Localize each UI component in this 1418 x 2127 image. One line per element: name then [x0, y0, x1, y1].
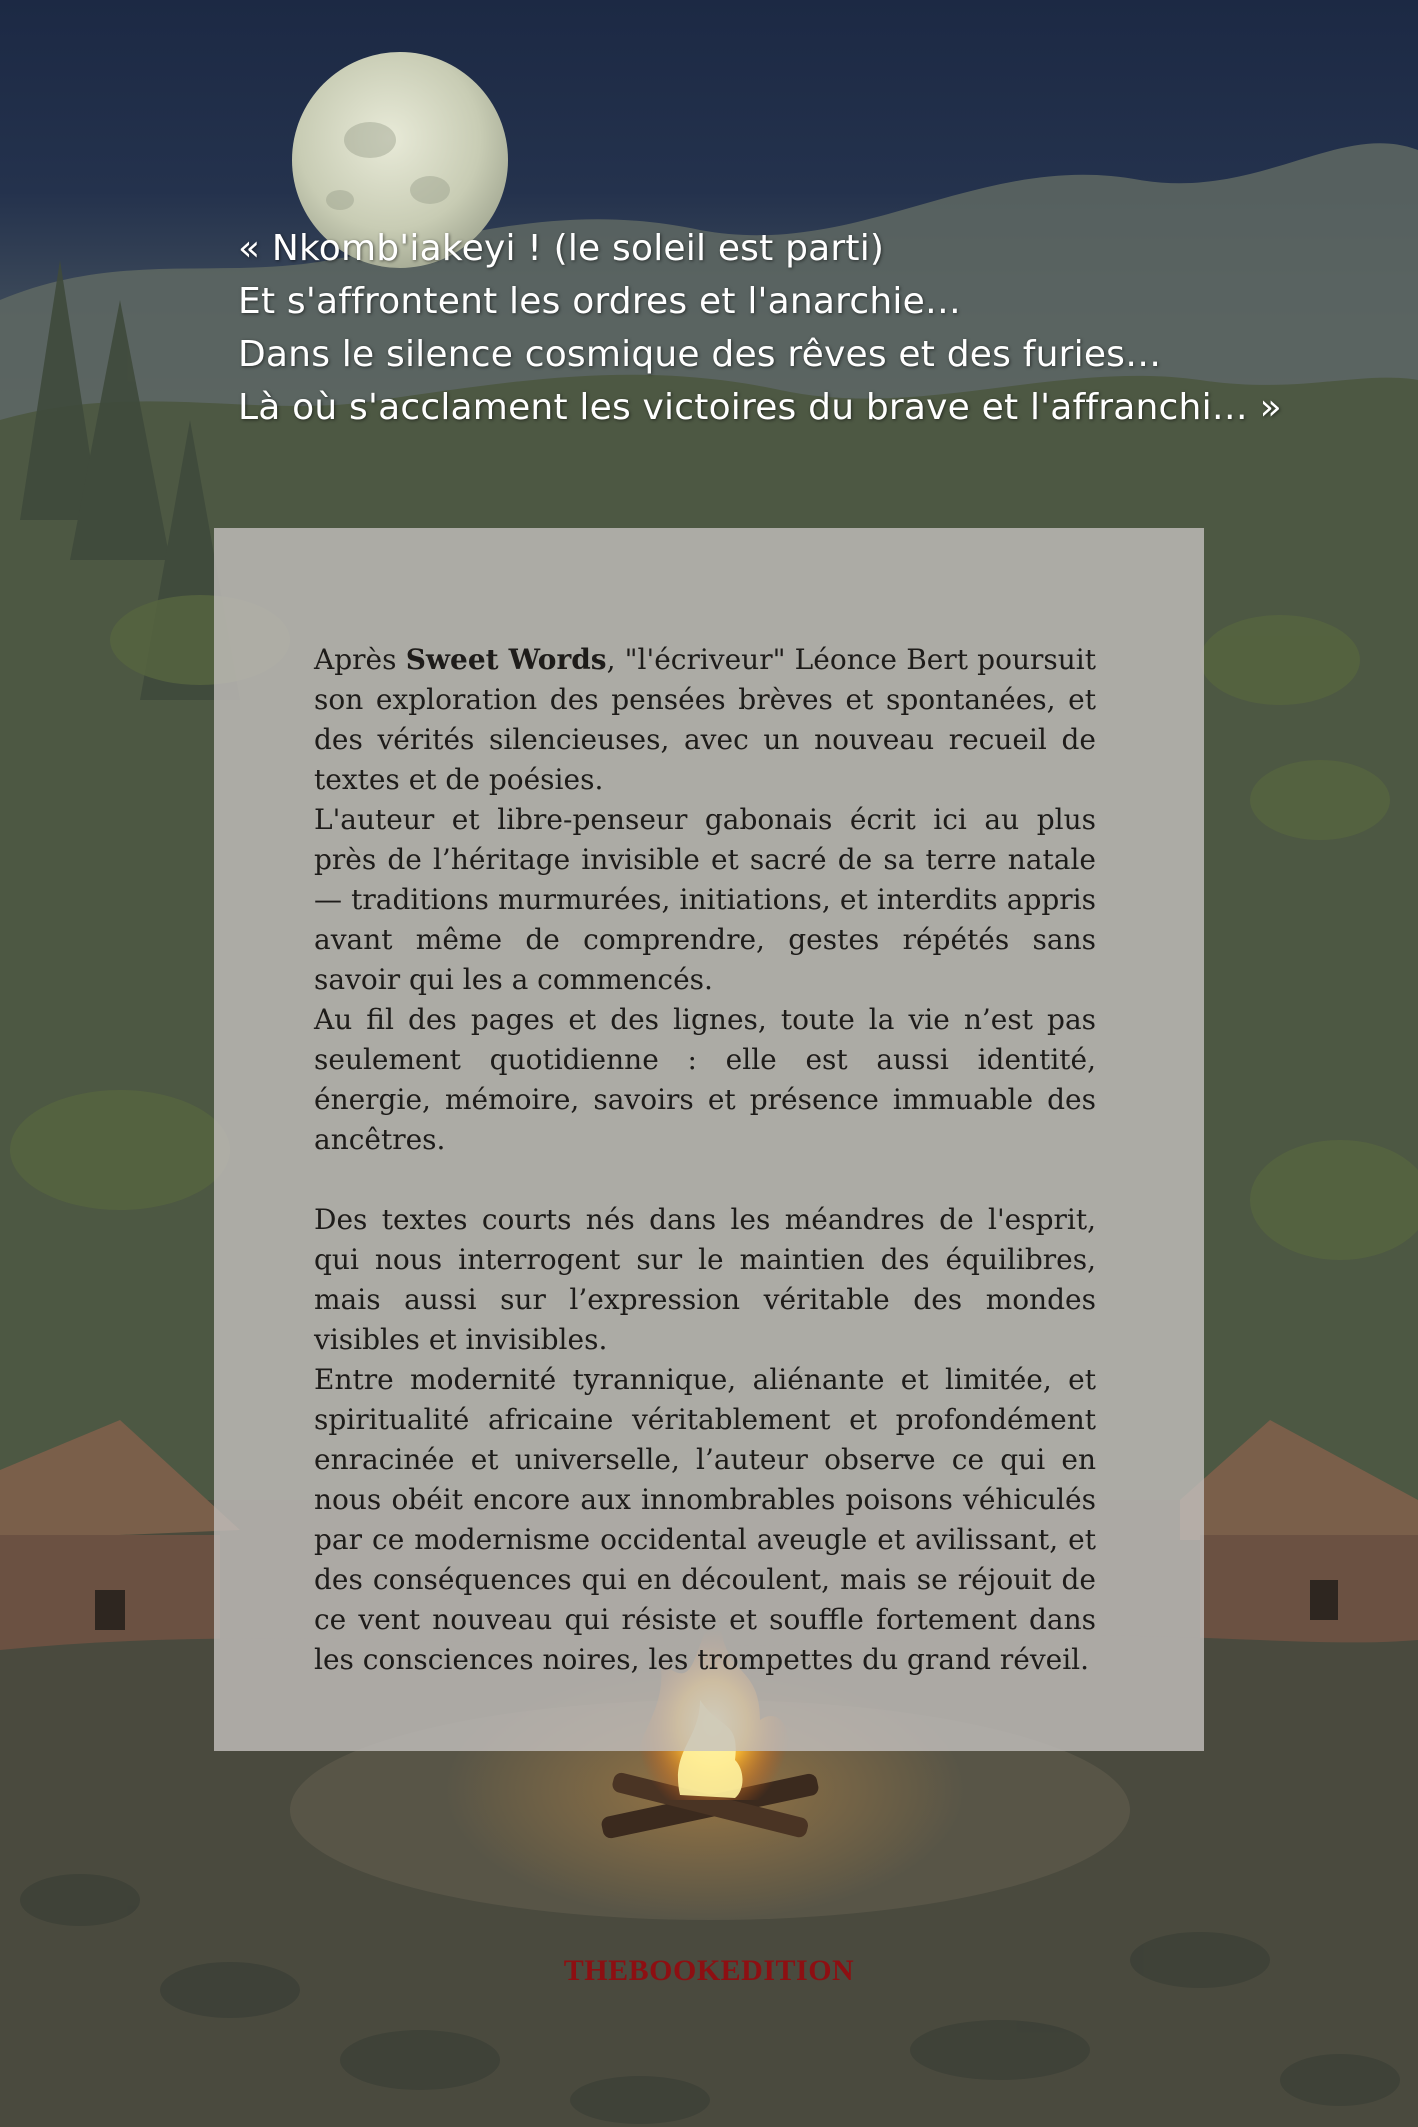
blurb-paragraph: L'auteur et libre-penseur gabonais écrit ici au plus près de l’héritage invisible et sacré de sa terre natale — traditions murmurées, initiations, et interdits appris avant même de comprendre, gestes répétés sans savoir qui les a commencés. — [314, 803, 1096, 996]
blurb-paragraph: Entre modernité tyrannique, aliénante et limitée, et spiritualité africaine véritablement et profondément enracinée et universelle, l’auteur observe ce qui en nous obéit encore aux innombrables poisons véhiculés par ce modernisme occidental aveugle et avilissant, et des conséquences qui en découlent, mais se réjouit de ce vent nouveau qui résiste et souffle fortement dans les consciences noires, les trompettes du grand réveil. — [314, 1363, 1096, 1676]
blurb-paragraph: Des textes courts nés dans les méandres de l'esprit, qui nous interrogent sur le maintien des équilibres, mais aussi sur l’expression véritable des mondes visibles et invisibles. — [314, 1203, 1096, 1356]
blurb-text: , "l'écriveur" Léonce Bert poursuit son exploration des pensées brèves et spontanées, et des vérités silencieuses, avec un nouveau recueil de textes et de poésies. — [314, 643, 1096, 796]
blurb-paragraph — [314, 640, 1096, 800]
blurb-text: Après — [314, 643, 406, 676]
publisher-logo: THEBOOKEDITION — [563, 1954, 855, 1987]
quote-line: « Nkomb'iakeyi ! (le soleil est parti) — [238, 228, 885, 269]
epigraph-quote — [238, 222, 1358, 434]
quote-line: Là où s'acclament les victoires du brave et l'affranchi… » — [238, 387, 1282, 428]
quote-line: Dans le silence cosmique des rêves et des furies… — [238, 334, 1162, 375]
blurb-paragraph: Au fil des pages et des lignes, toute la vie n’est pas seulement quotidienne : elle est aussi identité, énergie, mémoire, savoirs et présence immuable des ancêtres. — [314, 1003, 1096, 1156]
quote-line: Et s'affrontent les ordres et l'anarchie… — [238, 281, 962, 322]
book-title: Sweet Words — [405, 643, 607, 676]
back-cover-blurb — [314, 640, 1096, 1680]
